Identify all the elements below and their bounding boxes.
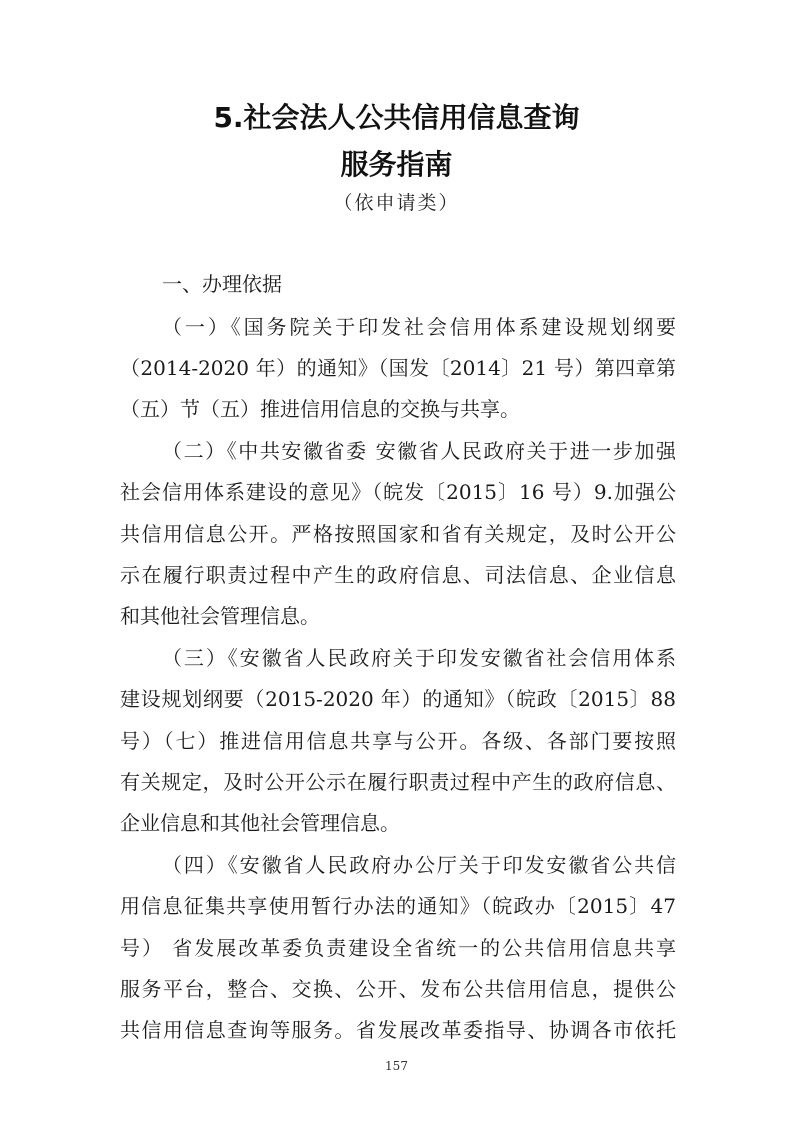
paragraph-line: 用信息征集共享使用暂行办法的通知》（皖政办〔2015〕47 — [120, 894, 676, 918]
paragraph-line: 示在履行职责过程中产生的政府信息、司法信息、企业信息 — [120, 563, 676, 587]
paragraph-line: 建设规划纲要（2015-2020 年）的通知》（皖政〔2015〕88 — [120, 687, 676, 711]
paragraph-line: （2014-2020 年）的通知》（国发〔2014〕21 号）第四章第 — [120, 356, 676, 380]
paragraph-line: （一）《国务院关于印发社会信用体系建设规划纲要 — [162, 315, 676, 339]
paragraph-line: （三）《安徽省人民政府关于印发安徽省社会信用体系 — [162, 646, 676, 670]
paragraph-line: 和其他社会管理信息。 — [120, 604, 320, 628]
paragraph-line: （二）《中共安徽省委 安徽省人民政府关于进一步加强 — [162, 439, 676, 463]
paragraph-line: 号） 省发展改革委负责建设全省统一的公共信用信息共享 — [120, 936, 676, 960]
page-subtitle: （依申请类） — [333, 192, 460, 214]
page-number: 157 — [385, 1059, 408, 1073]
page-title-line-1: 5.社会法人公共信用信息查询 — [213, 101, 580, 134]
paragraph-line: 有关规定，及时公开公示在履行职责过程中产生的政府信息、 — [120, 770, 676, 794]
paragraph-line: （五）节（五）推进信用信息的交换与共享。 — [120, 397, 520, 421]
paragraph-line: 号）（七）推进信用信息共享与公开。各级、各部门要按照 — [120, 729, 676, 753]
paragraph-line: （四）《安徽省人民政府办公厅关于印发安徽省公共信 — [162, 853, 676, 877]
paragraph-line: 共信用信息查询等服务。省发展改革委指导、协调各市依托 — [120, 1018, 676, 1042]
page-title-line-2: 服务指南 — [340, 148, 453, 181]
paragraph-line: 服务平台，整合、交换、公开、发布公共信用信息，提供公 — [120, 977, 676, 1001]
section-heading: 一、办理依据 — [162, 272, 282, 296]
paragraph-line: 社会信用体系建设的意见》（皖发〔2015〕16 号）9.加强公 — [120, 480, 676, 504]
paragraph-line: 共信用信息公开。严格按照国家和省有关规定，及时公开公 — [120, 522, 676, 546]
paragraph-line: 企业信息和其他社会管理信息。 — [120, 811, 400, 835]
